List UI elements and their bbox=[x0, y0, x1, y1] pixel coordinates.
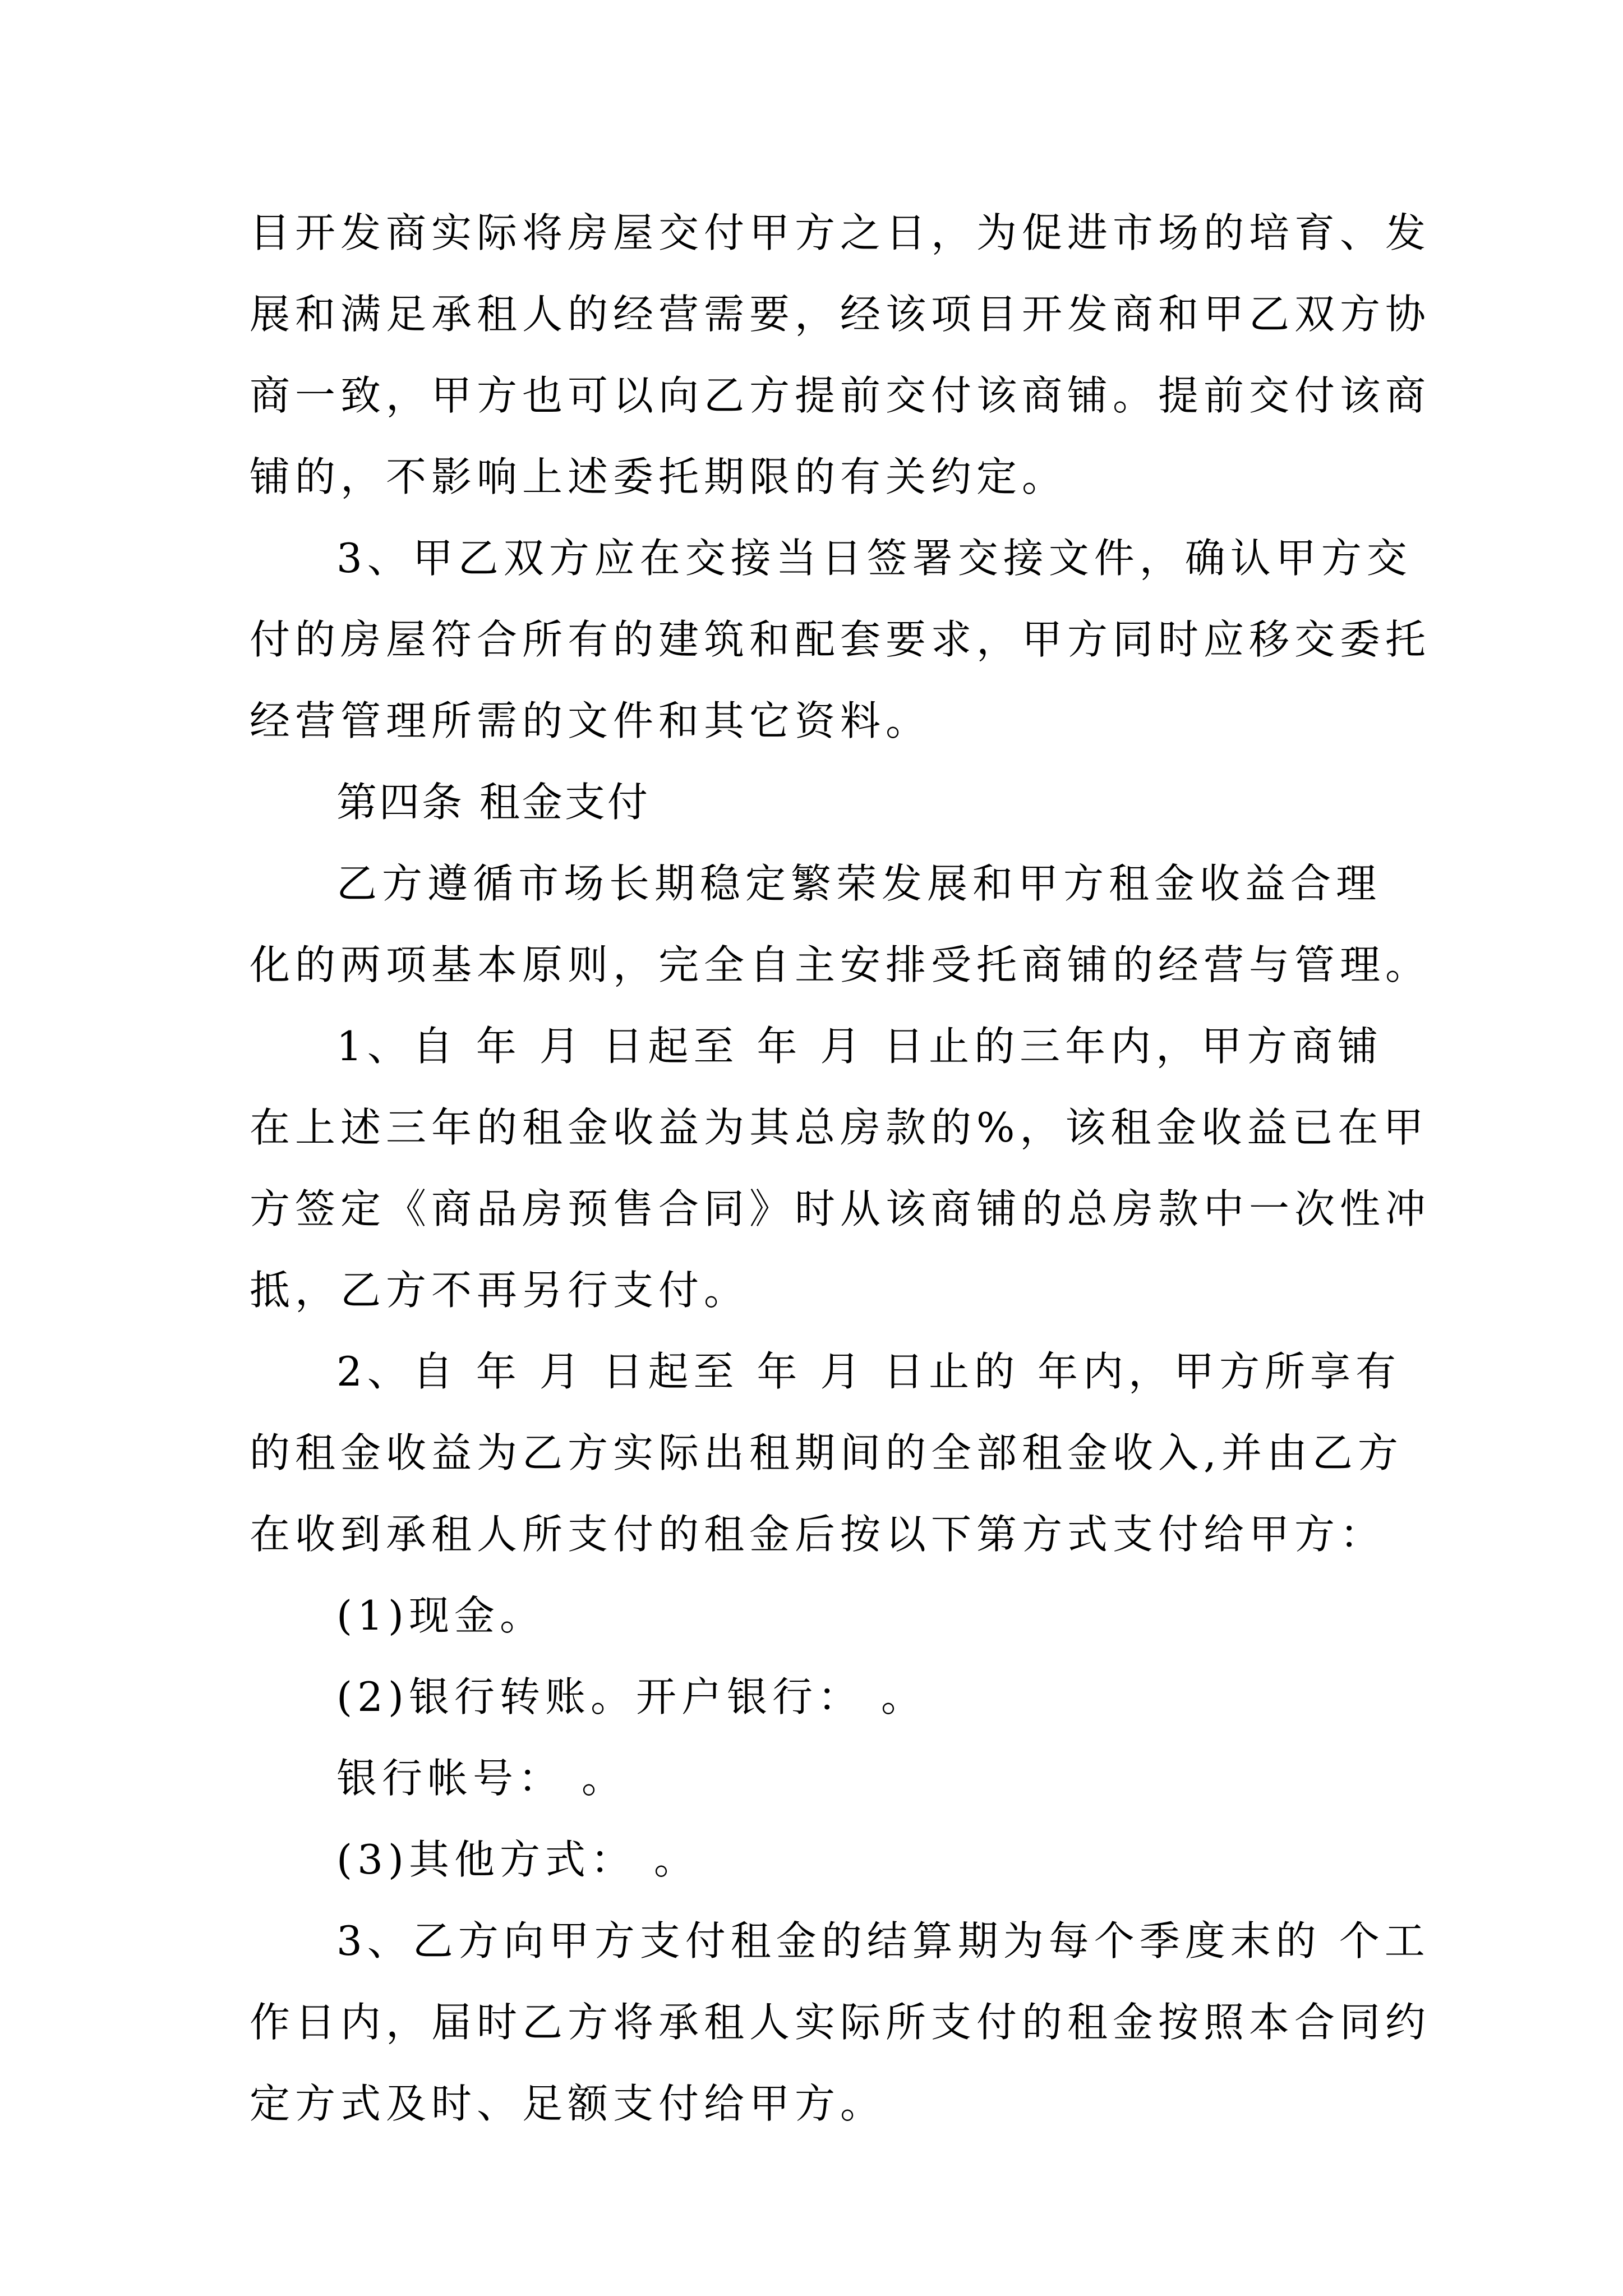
paragraph-line: 1、自 年 月 日起至 年 月 日止的三年内，甲方商铺 bbox=[336, 1023, 1384, 1070]
paragraph-line: 3、甲乙双方应在交接当日签署交接文件，确认甲方交 bbox=[336, 535, 1412, 582]
paragraph-line: 化的两项基本原则，完全自主安排受托商铺的经营与管理。 bbox=[250, 941, 1431, 988]
list-item: (1)现金。 bbox=[336, 1592, 545, 1639]
paragraph-line: 定方式及时、足额支付给甲方。 bbox=[250, 2080, 886, 2127]
list-item: 银行帐号： 。 bbox=[336, 1755, 627, 1802]
paragraph-line: 铺的，不影响上述委托期限的有关约定。 bbox=[250, 453, 1068, 500]
paragraph-line: 抵，乙方不再另行支付。 bbox=[250, 1267, 750, 1314]
list-item: (3)其他方式： 。 bbox=[336, 1836, 699, 1883]
paragraph-line: 在收到承租人所支付的租金后按以下第方式支付给甲方： bbox=[250, 1511, 1386, 1558]
list-item: (2)银行转账。开户银行： 。 bbox=[336, 1673, 926, 1720]
paragraph-line: 付的房屋符合所有的建筑和配套要求，甲方同时应移交委托 bbox=[250, 616, 1431, 663]
paragraph-line: 经营管理所需的文件和其它资料。 bbox=[250, 697, 932, 744]
section-heading: 第四条 租金支付 bbox=[336, 779, 650, 826]
paragraph-line: 展和满足承租人的经营需要，经该项目开发商和甲乙双方协 bbox=[250, 291, 1431, 338]
paragraph-line: 方签定《商品房预售合同》时从该商铺的总房款中一次性冲 bbox=[250, 1185, 1431, 1232]
paragraph-line: 目开发商实际将房屋交付甲方之日，为促进市场的培育、发 bbox=[250, 209, 1431, 256]
paragraph-line: 在上述三年的租金收益为其总房款的%，该租金收益已在甲 bbox=[250, 1104, 1429, 1151]
paragraph-line: 3、乙方向甲方支付租金的结算期为每个季度末的 个工 bbox=[336, 1917, 1430, 1964]
paragraph-line: 作日内，届时乙方将承租人实际所支付的租金按照本合同约 bbox=[250, 1999, 1431, 2046]
paragraph-line: 商一致，甲方也可以向乙方提前交付该商铺。提前交付该商 bbox=[250, 372, 1431, 419]
paragraph-line: 的租金收益为乙方实际出租期间的全部租金收入,并由乙方 bbox=[250, 1429, 1403, 1476]
paragraph-line: 乙方遵循市场长期稳定繁荣发展和甲方租金收益合理 bbox=[336, 860, 1382, 907]
paragraph-line: 2、自 年 月 日起至 年 月 日止的 年内，甲方所享有 bbox=[336, 1348, 1401, 1395]
